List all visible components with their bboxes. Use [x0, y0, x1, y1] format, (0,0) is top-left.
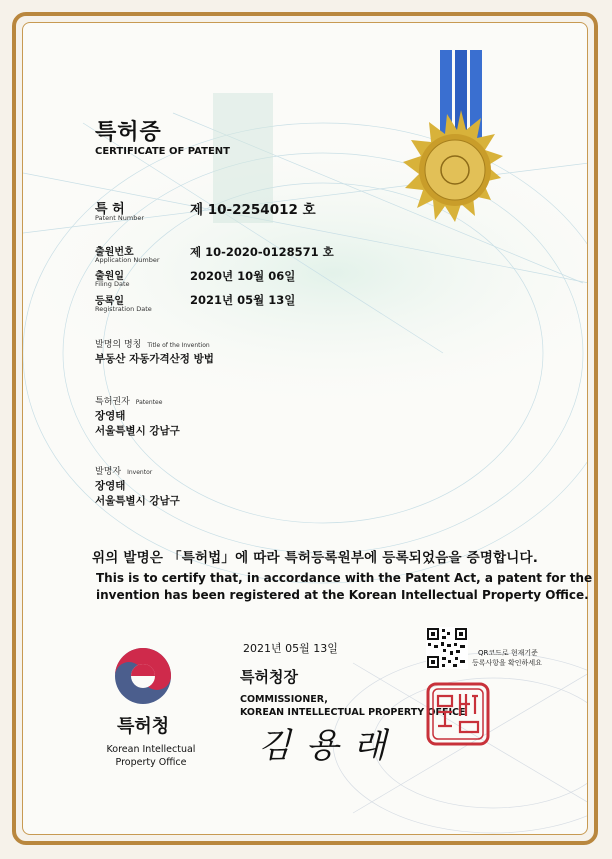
commissioner-signature: 김 용 래: [258, 726, 389, 766]
commissioner-title-ko: 특허청장: [240, 668, 298, 686]
inventor-name: 장영태: [95, 480, 126, 492]
kipo-name-ko: 특허청: [117, 716, 170, 737]
application-number-value: 제 10-2020-0128571 호: [190, 245, 334, 259]
gold-seal-icon: [395, 50, 535, 250]
registration-date-label-en: Registration Date: [95, 305, 152, 313]
invention-label: 발명의 명칭 Title of the Invention: [95, 340, 210, 350]
certification-en-line2: invention has been registered at the Korean Intellectual Property Office.: [96, 588, 589, 602]
inventor-address: 서울특별시 강남구: [95, 495, 180, 507]
kipo-name-en-line1: Korean Intellectual: [106, 744, 196, 755]
certification-ko: 위의 발명은 「특허법」에 따라 특허등록원부에 등록되었음을 증명합니다.: [92, 550, 539, 566]
inventor-label: 발명자 Inventor: [95, 467, 153, 477]
patent-number-value: 제 10-2254012 호: [190, 202, 316, 218]
page-title: 특허증: [95, 120, 162, 145]
commissioner-title-en-line2: KOREAN INTELLECTUAL PROPERTY OFFICE: [240, 707, 466, 718]
issue-date: 2021년 05월 13일: [243, 642, 338, 655]
filing-date-label-en: Filing Date: [95, 280, 130, 288]
kipo-logo-icon: [108, 643, 178, 709]
registration-date-label: 등록일: [95, 296, 124, 307]
patentee-label: 특허권자 Patentee: [95, 397, 163, 407]
application-number-label: 출원번호: [95, 247, 134, 258]
patentee-name: 장영태: [95, 410, 126, 422]
qr-note-line1: QR코드로 현재기준: [478, 649, 538, 657]
qr-note-line2: 등록사항을 확인하세요: [472, 659, 542, 667]
qr-code-icon[interactable]: [426, 627, 468, 669]
application-number-label-en: Application Number: [95, 256, 160, 264]
patent-number-label: 특 허: [95, 202, 125, 217]
filing-date-value: 2020년 10월 06일: [190, 269, 296, 283]
commissioner-title-en-line1: COMMISSIONER,: [240, 694, 328, 705]
registration-date-value: 2021년 05월 13일: [190, 293, 296, 307]
kipo-name-en-line2: Property Office: [115, 757, 187, 768]
certification-en-line1: This is to certify that, in accordance with the Patent Act, a patent for the: [96, 571, 593, 585]
filing-date-label: 출원일: [95, 271, 124, 282]
invention-title: 부동산 자동가격산정 방법: [95, 353, 214, 365]
official-stamp-icon: [426, 682, 490, 746]
patentee-address: 서울특별시 강남구: [95, 425, 180, 437]
page-subtitle: CERTIFICATE OF PATENT: [95, 146, 230, 157]
patent-number-label-en: Patent Number: [95, 214, 145, 222]
